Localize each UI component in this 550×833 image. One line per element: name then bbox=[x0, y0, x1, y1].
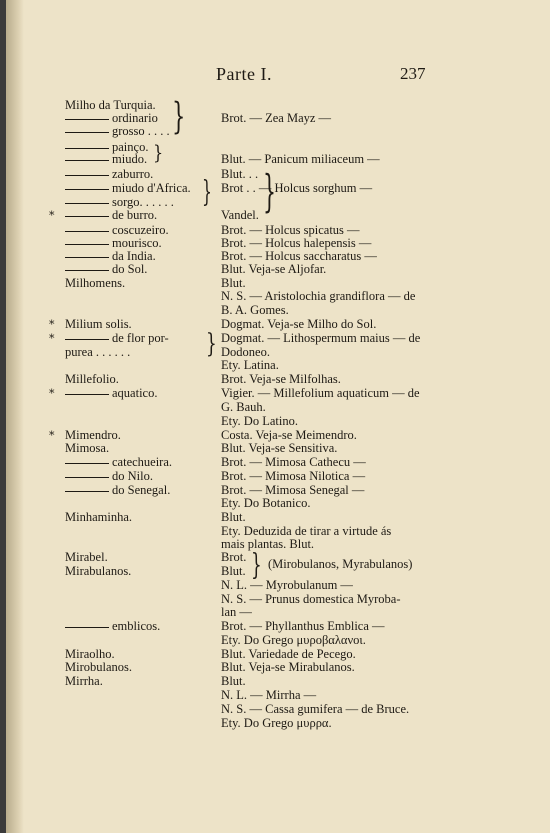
brace-holcus-group: } bbox=[263, 166, 276, 218]
entry-term bbox=[65, 182, 191, 195]
entry-reference: Vandel. bbox=[221, 208, 259, 222]
entry-term-text: Minhaminha. bbox=[65, 510, 133, 524]
asterisk-mark: * bbox=[49, 209, 55, 222]
brace-painco-group: } bbox=[153, 140, 164, 164]
entry-term-text: painço. bbox=[112, 140, 149, 154]
entry-term bbox=[65, 511, 132, 524]
entry-term-text: Mirobulanos. bbox=[65, 660, 133, 674]
entry-term bbox=[65, 332, 169, 345]
entry-reference: N. S. — Cassa gumifera — de Bruce. bbox=[221, 702, 410, 716]
entry-term-text: Millefolio. bbox=[65, 372, 119, 386]
entry-reference: Costa. Veja-se Meimendro. bbox=[221, 428, 357, 442]
ditto-dash bbox=[65, 491, 109, 492]
entry-term bbox=[65, 565, 131, 578]
entry-reference: Brot. — Mimosa Senegal — bbox=[221, 483, 365, 497]
entry-term-text: do Sol. bbox=[112, 262, 148, 276]
asterisk-mark: * bbox=[49, 318, 55, 331]
mirabel-names: (Mirobulanos, Myrabulanos) bbox=[268, 557, 413, 571]
entry-term-text: Milho da Turquia. bbox=[65, 98, 156, 112]
entry-reference: Dogmat. — Lithospermum maius — de bbox=[221, 331, 421, 345]
entry-reference: Blut. — Panicum miliaceum — bbox=[221, 152, 380, 166]
brace-mirabel-group: } bbox=[251, 548, 262, 582]
entry-term-text: grosso . . . . bbox=[112, 124, 170, 138]
entry-reference: B. A. Gomes. bbox=[221, 303, 289, 317]
asterisk-mark: * bbox=[49, 387, 55, 400]
entry-term-text: miudo. bbox=[112, 152, 148, 166]
entry-term bbox=[65, 277, 125, 290]
entry-reference: Ety. Deduzida de tirar a virtude ás bbox=[221, 524, 392, 538]
page-number: 237 bbox=[400, 64, 426, 83]
entry-reference: Brot. — Holcus saccharatus — bbox=[221, 249, 377, 263]
entry-term-text: Milhomens. bbox=[65, 276, 126, 290]
entry-reference: Ety. Do Grego μυροβαλανοι. bbox=[221, 633, 366, 647]
entry-term bbox=[65, 346, 130, 359]
entry-term-text: Mimosa. bbox=[65, 441, 110, 455]
book-page bbox=[6, 0, 550, 833]
entry-term-text: Mirabulanos. bbox=[65, 564, 132, 578]
entry-term-text: coscuzeiro. bbox=[112, 223, 169, 237]
entry-term-text: ordinario bbox=[112, 111, 158, 125]
entry-reference: Brot. bbox=[221, 550, 247, 564]
ditto-dash bbox=[65, 160, 109, 161]
entry-term bbox=[65, 153, 147, 166]
entry-term bbox=[65, 125, 170, 138]
ditto-dash bbox=[65, 339, 109, 340]
entry-term bbox=[65, 470, 153, 483]
ditto-dash bbox=[65, 216, 109, 217]
ditto-dash bbox=[65, 119, 109, 120]
entry-term-text: Mirabel. bbox=[65, 550, 108, 564]
entry-term-text: sorgo. . . . . . bbox=[112, 195, 174, 209]
entry-reference: Dodoneo. bbox=[221, 345, 270, 359]
entry-term bbox=[65, 168, 153, 181]
entry-term bbox=[65, 551, 108, 564]
entry-reference: Blut. bbox=[221, 674, 246, 688]
entry-reference: Dogmat. Veja-se Milho do Sol. bbox=[221, 317, 377, 331]
entry-term bbox=[65, 373, 119, 386]
ditto-dash bbox=[65, 189, 109, 190]
entry-term-text: Milium solis. bbox=[65, 317, 132, 331]
entry-term-text: miudo d'Africa. bbox=[112, 181, 191, 195]
page-spine-shadow bbox=[6, 0, 24, 833]
entry-reference: N. S. — Prunus domestica Myroba- bbox=[221, 592, 401, 606]
ditto-dash bbox=[65, 132, 109, 133]
entry-reference: Ety. Do Grego μυρρα. bbox=[221, 716, 332, 730]
brace-sorgo-group: } bbox=[202, 176, 212, 209]
entry-term bbox=[65, 620, 160, 633]
ditto-dash bbox=[65, 270, 109, 271]
entry-reference: Brot. — Phyllanthus Emblica — bbox=[221, 619, 385, 633]
entry-reference: Blut. bbox=[221, 276, 246, 290]
entry-reference: G. Bauh. bbox=[221, 400, 266, 414]
entry-term-text: do Nilo. bbox=[112, 469, 153, 483]
ditto-dash bbox=[65, 244, 109, 245]
entry-term-text: Mimendro. bbox=[65, 428, 121, 442]
entry-term bbox=[65, 209, 157, 222]
entry-reference: Ety. Do Botanico. bbox=[221, 496, 311, 510]
entry-term-text: zaburro. bbox=[112, 167, 154, 181]
entry-reference: lan — bbox=[221, 605, 252, 619]
entry-term bbox=[65, 387, 157, 400]
entry-term-text: de flor por- bbox=[112, 331, 169, 345]
entry-term bbox=[65, 442, 109, 455]
asterisk-mark: * bbox=[49, 332, 55, 345]
entry-reference: Vigier. — Millefolium aquaticum — de bbox=[221, 386, 420, 400]
entry-reference: N. L. — Mirrha — bbox=[221, 688, 317, 702]
entry-reference: Brot. — Zea Mayz — bbox=[221, 111, 332, 125]
entry-term-text: purea . . . . . . bbox=[65, 345, 131, 359]
entry-reference: Blut. Variedade de Pecego. bbox=[221, 647, 356, 661]
brace-milium-group: } bbox=[206, 328, 217, 359]
entry-term bbox=[65, 456, 172, 469]
entry-reference: Brot. — Holcus halepensis — bbox=[221, 236, 372, 250]
entry-reference: Blut. . . bbox=[221, 167, 259, 181]
entry-reference: Blut. Veja-se Mirabulanos. bbox=[221, 660, 355, 674]
ditto-dash bbox=[65, 627, 109, 628]
entry-term-text: do Senegal. bbox=[112, 483, 171, 497]
entry-reference: N. L. — Myrobulanum — bbox=[221, 578, 353, 592]
entry-reference: Ety. Latina. bbox=[221, 358, 279, 372]
entry-reference: Brot . . — Holcus sorghum — bbox=[221, 181, 373, 195]
ditto-dash bbox=[65, 463, 109, 464]
entry-term-text: Mirrha. bbox=[65, 674, 103, 688]
ditto-dash bbox=[65, 203, 109, 204]
ditto-dash bbox=[65, 477, 109, 478]
ditto-dash bbox=[65, 231, 109, 232]
entry-term-text: de burro. bbox=[112, 208, 158, 222]
ditto-dash bbox=[65, 257, 109, 258]
entry-reference: Blut. bbox=[221, 510, 246, 524]
entry-reference: Ety. Do Latino. bbox=[221, 414, 298, 428]
entry-term-text: mourisco. bbox=[112, 236, 162, 250]
entry-term-text: da India. bbox=[112, 249, 156, 263]
entry-reference: Brot. Veja-se Milfolhas. bbox=[221, 372, 341, 386]
brace-milho-group: } bbox=[172, 96, 186, 138]
entry-term bbox=[65, 263, 147, 276]
entry-term bbox=[65, 318, 132, 331]
entry-reference: Blut. bbox=[221, 564, 246, 578]
ditto-dash bbox=[65, 394, 109, 395]
entry-reference: Brot. — Holcus spicatus — bbox=[221, 223, 360, 237]
entry-reference: Blut. Veja-se Aljofar. bbox=[221, 262, 327, 276]
entry-reference: Blut. Veja-se Sensitiva. bbox=[221, 441, 338, 455]
entry-term bbox=[65, 484, 170, 497]
entry-term bbox=[65, 675, 103, 688]
entry-reference: N. S. — Aristolochia grandiflora — de bbox=[221, 289, 416, 303]
entry-term-text: aquatico. bbox=[112, 386, 158, 400]
entry-term-text: emblicos. bbox=[112, 619, 161, 633]
entry-term-text: Miraolho. bbox=[65, 647, 115, 661]
running-head-title: Parte I. bbox=[216, 64, 272, 84]
entry-term bbox=[65, 661, 132, 674]
ditto-dash bbox=[65, 175, 109, 176]
entry-reference: Brot. — Mimosa Cathecu — bbox=[221, 455, 366, 469]
asterisk-mark: * bbox=[49, 429, 55, 442]
entry-reference: mais plantas. Blut. bbox=[221, 537, 315, 551]
ditto-dash bbox=[65, 148, 109, 149]
entry-reference: Brot. — Mimosa Nilotica — bbox=[221, 469, 366, 483]
entry-term-text: catechueira. bbox=[112, 455, 173, 469]
